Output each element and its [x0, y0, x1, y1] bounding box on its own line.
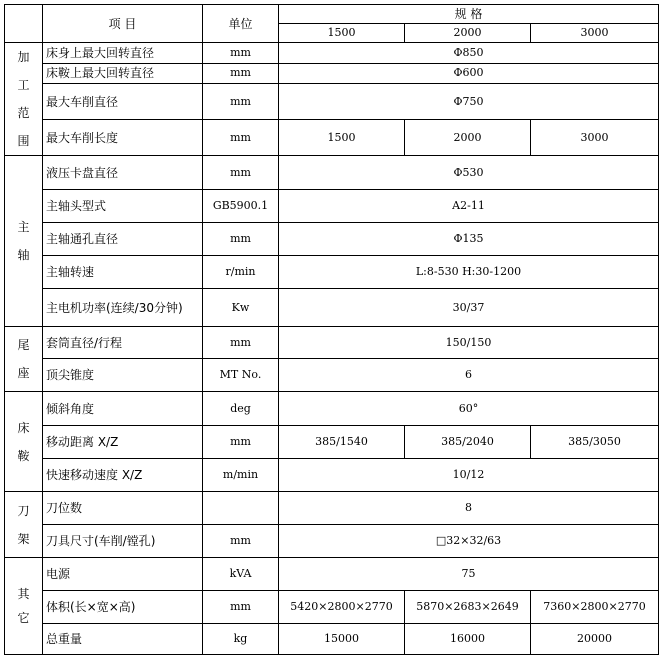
row-value: Φ530 [279, 156, 659, 190]
row-name: 总重量 [43, 624, 203, 655]
spec-table [4, 4, 659, 655]
row-value: 10/12 [279, 459, 659, 492]
category-spindle: 主 轴 [5, 156, 43, 327]
row-value: A2-11 [279, 190, 659, 223]
row-name: 主轴头型式 [43, 190, 203, 223]
row-unit: kVA [203, 558, 279, 591]
row-unit: mm [203, 223, 279, 256]
row-unit: mm [203, 426, 279, 459]
row-name: 刀位数 [43, 492, 203, 525]
header-variant-1500: 1500 [279, 24, 405, 43]
row-unit: kg [203, 624, 279, 655]
row-value: 20000 [531, 624, 659, 655]
row-unit: m/min [203, 459, 279, 492]
row-unit: r/min [203, 256, 279, 289]
row-unit: MT No. [203, 359, 279, 392]
row-name: 电源 [43, 558, 203, 591]
row-value: 385/3050 [531, 426, 659, 459]
row-value: 75 [279, 558, 659, 591]
row-name: 主轴通孔直径 [43, 223, 203, 256]
row-name: 顶尖锥度 [43, 359, 203, 392]
row-name: 快速移动速度 X/Z [43, 459, 203, 492]
row-unit: mm [203, 156, 279, 190]
row-value: 385/1540 [279, 426, 405, 459]
row-value: Φ600 [279, 63, 659, 84]
row-unit: GB5900.1 [203, 190, 279, 223]
category-carriage: 床 鞍 [5, 392, 43, 492]
row-unit [203, 492, 279, 525]
row-unit: mm [203, 120, 279, 156]
category-tool-post: 刀 架 [5, 492, 43, 558]
row-value: 3000 [531, 120, 659, 156]
row-name: 床鞍上最大回转直径 [43, 63, 203, 84]
row-value: Φ850 [279, 43, 659, 64]
row-value: 30/37 [279, 289, 659, 327]
row-unit: mm [203, 591, 279, 624]
header-variant-3000: 3000 [531, 24, 659, 43]
row-unit: mm [203, 63, 279, 84]
header-spec: 规 格 [279, 5, 659, 24]
row-value: 1500 [279, 120, 405, 156]
row-name: 移动距离 X/Z [43, 426, 203, 459]
header-corner [5, 5, 43, 43]
row-value: 8 [279, 492, 659, 525]
row-unit: deg [203, 392, 279, 426]
row-unit: mm [203, 43, 279, 64]
row-value: 5870×2683×2649 [405, 591, 531, 624]
row-name: 倾斜角度 [43, 392, 203, 426]
row-name: 套筒直径/行程 [43, 327, 203, 359]
row-unit: mm [203, 525, 279, 558]
row-name: 主电机功率(连续/30分钟) [43, 289, 203, 327]
row-value: Φ750 [279, 84, 659, 120]
row-value: 150/150 [279, 327, 659, 359]
row-name: 体积(长×宽×高) [43, 591, 203, 624]
row-name: 刀具尺寸(车削/镗孔) [43, 525, 203, 558]
row-value: 15000 [279, 624, 405, 655]
row-name: 床身上最大回转直径 [43, 43, 203, 64]
category-other: 其 它 [5, 558, 43, 655]
row-name: 液压卡盘直径 [43, 156, 203, 190]
header-unit: 单位 [203, 5, 279, 43]
row-value: □32×32/63 [279, 525, 659, 558]
header-item: 项 目 [43, 5, 203, 43]
row-value: 5420×2800×2770 [279, 591, 405, 624]
row-unit: Kw [203, 289, 279, 327]
row-unit: mm [203, 84, 279, 120]
row-value: 2000 [405, 120, 531, 156]
row-name: 主轴转速 [43, 256, 203, 289]
row-name: 最大车削直径 [43, 84, 203, 120]
category-tailstock: 尾 座 [5, 327, 43, 392]
header-variant-2000: 2000 [405, 24, 531, 43]
row-value: Φ135 [279, 223, 659, 256]
category-processing-range: 加 工 范 围 [5, 43, 43, 156]
row-name: 最大车削长度 [43, 120, 203, 156]
row-unit: mm [203, 327, 279, 359]
row-value: 16000 [405, 624, 531, 655]
row-value: 6 [279, 359, 659, 392]
row-value: 60° [279, 392, 659, 426]
row-value: 385/2040 [405, 426, 531, 459]
row-value: L:8-530 H:30-1200 [279, 256, 659, 289]
row-value: 7360×2800×2770 [531, 591, 659, 624]
